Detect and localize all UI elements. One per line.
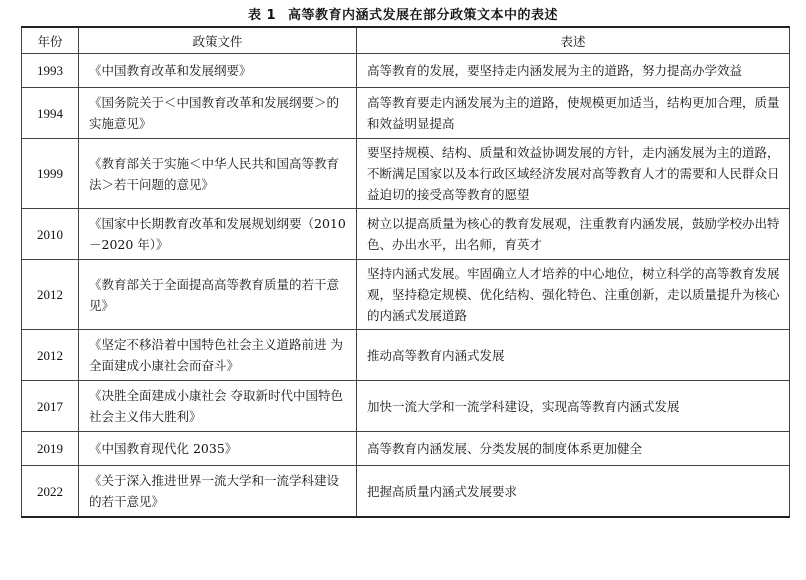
year-cell: 1999 bbox=[22, 139, 79, 209]
table-number: 表 1 bbox=[247, 8, 277, 23]
year-cell: 1994 bbox=[22, 88, 79, 139]
statement-cell: 加快一流大学和一流学科建设，实现高等教育内涵式发展 bbox=[357, 381, 790, 432]
table-row bbox=[22, 54, 790, 88]
table-row bbox=[22, 330, 790, 381]
year-cell: 2017 bbox=[22, 381, 79, 432]
document-cell: 《国务院关于＜中国教育改革和发展纲要＞的实施意见》 bbox=[79, 88, 357, 139]
header-year: 年份 bbox=[22, 27, 79, 54]
document-cell: 《中国教育现代化 2035》 bbox=[79, 432, 357, 466]
table-title: 高等教育内涵式发展在部分政策文本中的表述 bbox=[288, 8, 559, 23]
statement-cell: 高等教育的发展，要坚持走内涵发展为主的道路，努力提高办学效益 bbox=[357, 54, 790, 88]
statement-cell: 坚持内涵式发展。牢固确立人才培养的中心地位，树立科学的高等教育发展观，坚持稳定规模、优化结构、强化特色、注重创新，走以质量提升为核心的内涵式发展道路 bbox=[357, 260, 790, 330]
table-row bbox=[22, 139, 790, 209]
table-row bbox=[22, 260, 790, 330]
document-cell: 《决胜全面建成小康社会 夺取新时代中国特色社会主义伟大胜利》 bbox=[79, 381, 357, 432]
policy-table bbox=[21, 26, 790, 518]
statement-cell: 要坚持规模、结构、质量和效益协调发展的方针，走内涵发展为主的道路，不断满足国家以及本行政区域经济发展对高等教育人才的需要和人民群众日益迫切的接受高等教育的愿望 bbox=[357, 139, 790, 209]
header-statement: 表述 bbox=[357, 27, 790, 54]
year-cell: 2019 bbox=[22, 432, 79, 466]
header-document: 政策文件 bbox=[79, 27, 357, 54]
year-cell: 2022 bbox=[22, 466, 79, 518]
table-row bbox=[22, 381, 790, 432]
document-cell: 《国家中长期教育改革和发展规划纲要（2010－2020 年）》 bbox=[79, 209, 357, 260]
year-cell: 2012 bbox=[22, 260, 79, 330]
statement-cell: 把握高质量内涵式发展要求 bbox=[357, 466, 790, 518]
statement-cell: 推动高等教育内涵式发展 bbox=[357, 330, 790, 381]
document-cell: 《教育部关于全面提高高等教育质量的若干意见》 bbox=[79, 260, 357, 330]
table-row bbox=[22, 88, 790, 139]
table-row bbox=[22, 466, 790, 518]
table-row bbox=[22, 432, 790, 466]
document-cell: 《坚定不移沿着中国特色社会主义道路前进 为全面建成小康社会而奋斗》 bbox=[79, 330, 357, 381]
statement-cell: 树立以提高质量为核心的教育发展观，注重教育内涵发展，鼓励学校办出特色、办出水平，出名师，育英才 bbox=[357, 209, 790, 260]
table-row bbox=[22, 209, 790, 260]
header-row bbox=[22, 27, 790, 54]
year-cell: 1993 bbox=[22, 54, 79, 88]
statement-cell: 高等教育要走内涵发展为主的道路，使规模更加适当，结构更加合理，质量和效益明显提高 bbox=[357, 88, 790, 139]
statement-cell: 高等教育内涵发展、分类发展的制度体系更加健全 bbox=[357, 432, 790, 466]
year-cell: 2010 bbox=[22, 209, 79, 260]
document-cell: 《教育部关于实施＜中华人民共和国高等教育法＞若干问题的意见》 bbox=[79, 139, 357, 209]
document-cell: 《中国教育改革和发展纲要》 bbox=[79, 54, 357, 88]
table-caption bbox=[0, 0, 806, 26]
year-cell: 2012 bbox=[22, 330, 79, 381]
document-cell: 《关于深入推进世界一流大学和一流学科建设的若干意见》 bbox=[79, 466, 357, 518]
